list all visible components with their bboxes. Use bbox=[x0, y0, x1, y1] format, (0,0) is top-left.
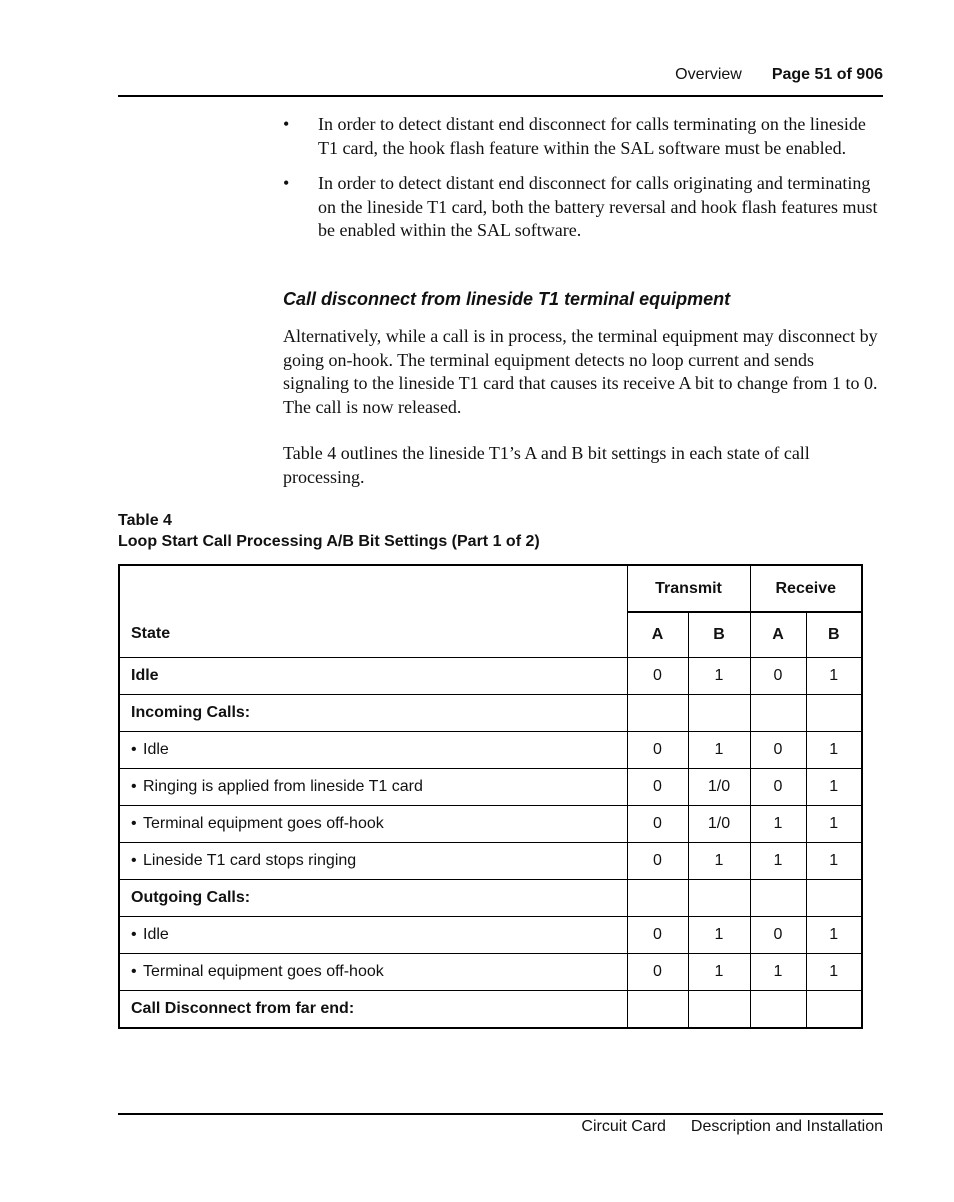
bit-value-rx-b: 1 bbox=[806, 917, 862, 954]
bit-value-tx-b: 1 bbox=[688, 732, 750, 769]
bullet-item bbox=[283, 113, 883, 160]
group-label: Incoming Calls: bbox=[119, 695, 627, 732]
state-label: Terminal equipment goes off-hook bbox=[143, 963, 384, 980]
group-label: Call Disconnect from far end: bbox=[119, 991, 627, 1029]
bit-value-tx-a bbox=[627, 880, 688, 917]
table-row bbox=[119, 991, 862, 1029]
table-row bbox=[119, 954, 862, 991]
table-row bbox=[119, 917, 862, 954]
bit-value-rx-a: 0 bbox=[750, 732, 806, 769]
bit-value-rx-a bbox=[750, 695, 806, 732]
bit-value-tx-a: 0 bbox=[627, 843, 688, 880]
table-row bbox=[119, 695, 862, 732]
body-paragraph: Table 4 outlines the lineside T1’s A and B bit settings in each state of call processing. bbox=[283, 443, 810, 487]
table-label: Table 4 bbox=[118, 512, 172, 529]
header-rule bbox=[118, 95, 883, 97]
bit-value-rx-a: 1 bbox=[750, 843, 806, 880]
bullet-glyph: • bbox=[131, 815, 137, 832]
bullet-item bbox=[283, 172, 883, 243]
bullet-text: In order to detect distant end disconnect for calls terminating on the lineside T1 card, the hook flash feature within the SAL software must be enabled. bbox=[318, 114, 866, 158]
footer-rule bbox=[118, 1113, 883, 1115]
bit-value-tx-b: 1/0 bbox=[688, 806, 750, 843]
state-label: Idle bbox=[143, 741, 169, 758]
bullet-glyph: • bbox=[131, 963, 137, 980]
bit-value-rx-b bbox=[806, 991, 862, 1029]
table-title: Loop Start Call Processing A/B Bit Settings (Part 1 of 2) bbox=[118, 533, 540, 550]
footer-left: Circuit Card bbox=[581, 1118, 666, 1135]
header-section: Overview bbox=[675, 66, 742, 83]
header-transmit-b: B bbox=[688, 612, 750, 658]
header-receive-b: B bbox=[806, 612, 862, 658]
bullet-glyph: • bbox=[131, 852, 137, 869]
header-state: State bbox=[119, 565, 627, 658]
section-subheading: Call disconnect from lineside T1 terminal equipment bbox=[283, 289, 731, 309]
table-caption bbox=[118, 510, 540, 552]
state-cell bbox=[119, 769, 627, 806]
table-row bbox=[119, 843, 862, 880]
bullet-text: In order to detect distant end disconnect for calls originating and terminating on the lineside T1 card, both the battery reversal and hook flash features must be enabled within the SAL software. bbox=[318, 173, 878, 240]
table-row bbox=[119, 732, 862, 769]
bit-value-tx-b: 1 bbox=[688, 843, 750, 880]
bit-value-rx-b bbox=[806, 695, 862, 732]
bit-value-rx-a: 1 bbox=[750, 954, 806, 991]
body-paragraph: Alternatively, while a call is in process, the terminal equipment may disconnect by going on-hook. The terminal equipment detects no loop current and sends signaling to the lineside T1 card that causes its receive A bit to change from 1 to 0. The call is now released. bbox=[283, 326, 878, 417]
bullet-list bbox=[283, 113, 883, 255]
header-page-number: Page 51 of 906 bbox=[771, 66, 883, 83]
bit-value-tx-b bbox=[688, 991, 750, 1029]
bit-value-rx-b: 1 bbox=[806, 658, 862, 695]
bullet-glyph: • bbox=[283, 173, 290, 193]
header-receive-a: A bbox=[750, 612, 806, 658]
bit-value-rx-a: 0 bbox=[750, 658, 806, 695]
state-cell bbox=[119, 806, 627, 843]
bit-value-tx-a: 0 bbox=[627, 769, 688, 806]
bit-value-rx-a: 0 bbox=[750, 917, 806, 954]
bit-value-rx-b: 1 bbox=[806, 843, 862, 880]
state-label: Terminal equipment goes off-hook bbox=[143, 815, 384, 832]
bullet-glyph: • bbox=[131, 778, 137, 795]
bit-value-tx-a bbox=[627, 695, 688, 732]
bit-value-tx-a: 0 bbox=[627, 954, 688, 991]
group-label: Outgoing Calls: bbox=[119, 880, 627, 917]
bit-value-tx-b bbox=[688, 880, 750, 917]
bit-value-rx-b: 1 bbox=[806, 769, 862, 806]
state-cell bbox=[119, 843, 627, 880]
bit-value-rx-b bbox=[806, 880, 862, 917]
bit-value-tx-a bbox=[627, 991, 688, 1029]
bit-value-rx-a bbox=[750, 991, 806, 1029]
state-label: Idle bbox=[143, 926, 169, 943]
bit-value-tx-b: 1 bbox=[688, 658, 750, 695]
bit-value-rx-a: 1 bbox=[750, 806, 806, 843]
bullet-glyph: • bbox=[131, 926, 137, 943]
header-transmit-a: A bbox=[627, 612, 688, 658]
page-header bbox=[675, 66, 883, 84]
bit-value-tx-b: 1 bbox=[688, 917, 750, 954]
state-cell bbox=[119, 917, 627, 954]
bit-value-tx-b: 1 bbox=[688, 954, 750, 991]
bit-value-tx-a: 0 bbox=[627, 732, 688, 769]
bit-value-tx-b: 1/0 bbox=[688, 769, 750, 806]
bit-value-tx-a: 0 bbox=[627, 658, 688, 695]
bit-value-rx-a bbox=[750, 880, 806, 917]
bit-value-rx-b: 1 bbox=[806, 954, 862, 991]
table-row bbox=[119, 806, 862, 843]
page-footer bbox=[581, 1118, 883, 1136]
header-receive: Receive bbox=[750, 565, 862, 612]
header-transmit: Transmit bbox=[627, 565, 750, 612]
bit-value-tx-b bbox=[688, 695, 750, 732]
state-label: Idle bbox=[119, 658, 627, 695]
state-cell bbox=[119, 954, 627, 991]
footer-right: Description and Installation bbox=[690, 1118, 883, 1135]
table-row bbox=[119, 658, 862, 695]
bit-value-rx-b: 1 bbox=[806, 732, 862, 769]
table-body bbox=[119, 658, 862, 1029]
state-label: Ringing is applied from lineside T1 card bbox=[143, 778, 423, 795]
table-row bbox=[119, 880, 862, 917]
bullet-glyph: • bbox=[283, 114, 290, 134]
bit-value-tx-a: 0 bbox=[627, 917, 688, 954]
bit-value-rx-a: 0 bbox=[750, 769, 806, 806]
bullet-glyph: • bbox=[131, 741, 137, 758]
bit-value-rx-b: 1 bbox=[806, 806, 862, 843]
bit-value-tx-a: 0 bbox=[627, 806, 688, 843]
state-label: Lineside T1 card stops ringing bbox=[143, 852, 357, 869]
table-row bbox=[119, 769, 862, 806]
bit-settings-table bbox=[118, 564, 863, 1029]
state-cell bbox=[119, 732, 627, 769]
